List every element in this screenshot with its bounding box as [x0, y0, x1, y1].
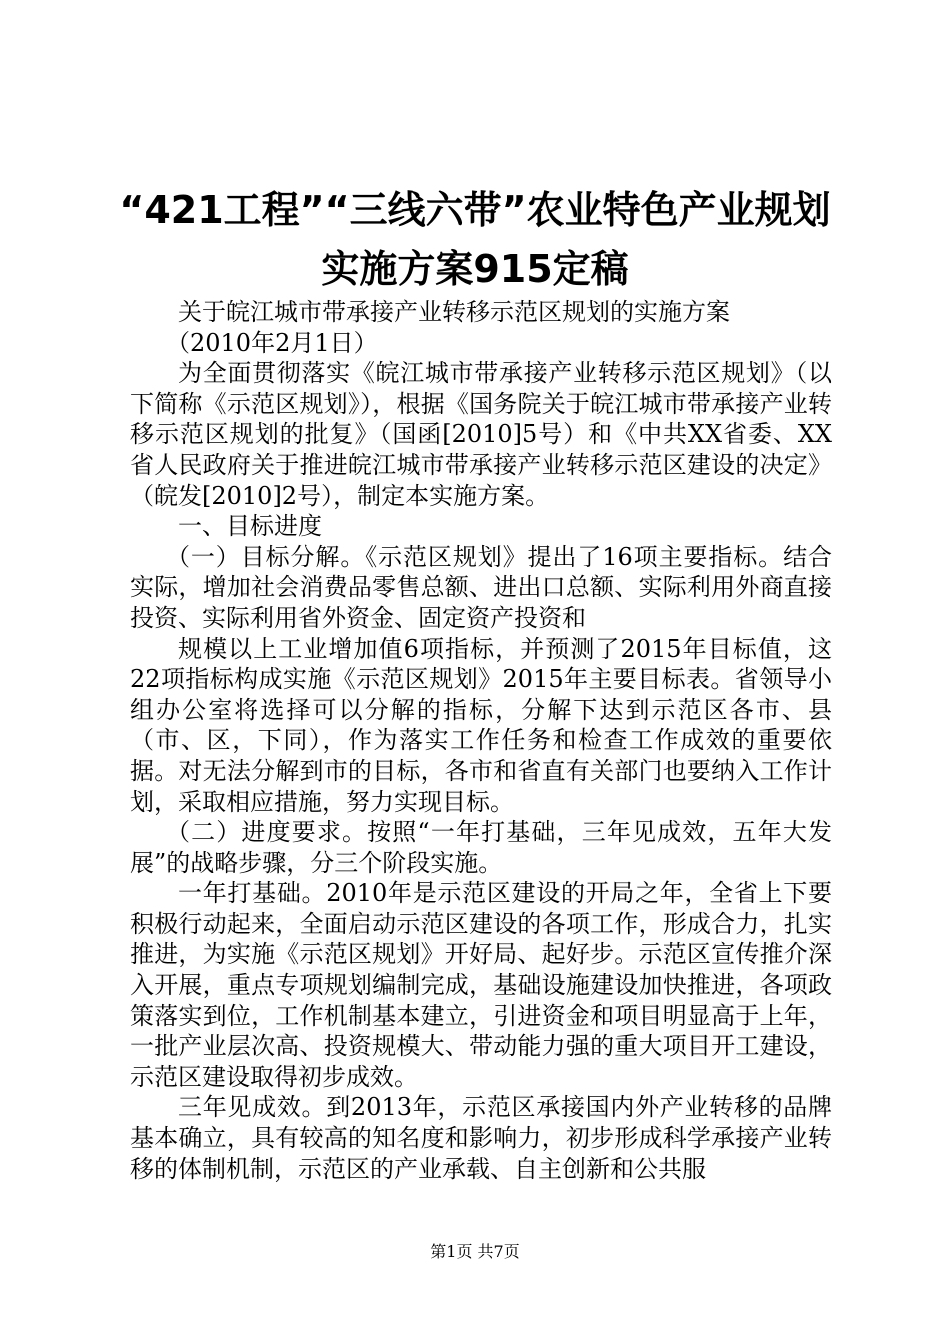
subtitle-paragraph: 关于皖江城市带承接产业转移示范区规划的实施方案	[178, 298, 730, 326]
body-paragraph: 一年打基础。2010年是示范区建设的开局之年，全省上下要积极行动起来，全面启动示范区建设的各项工作，形成合力，扎实推进，为实施《示范区规划》开好局、起好步。示范区宣传推介深入开展，重点专项规划编制完成，基础设施建设加快推进，各项政策落实到位，工作机制基本建立，引进资金和项目明显高于上年，一批产业层次高、投资规模大、带动能力强的重大项目开工建设，示范区建设取得初步成效。	[130, 879, 832, 1091]
body-paragraph: 规模以上工业增加值6项指标，并预测了2015年目标值，这22项指标构成实施《示范区规划》2015年主要目标表。省领导小组办公室将选择可以分解的指标，分解下达到示范区各市、县（市、区，下同），作为落实工作任务和检查工作成效的重要依据。对无法分解到市的目标，各市和省直有关部门也要纳入工作计划，采取相应措施，努力实现目标。	[130, 634, 832, 816]
document-body	[130, 297, 832, 1184]
date-paragraph: （2010年2月1日）	[166, 328, 378, 357]
section-heading: 一、目标进度	[178, 512, 322, 541]
page-number-footer: 第1页 共7页	[430, 1242, 520, 1261]
body-paragraph: （二）进度要求。按照“一年打基础，三年见成效，五年大发展”的战略步骤，分三个阶段实施。	[130, 818, 832, 877]
body-paragraph: 为全面贯彻落实《皖江城市带承接产业转移示范区规划》（以下简称《示范区规划》），根据《国务院关于皖江城市带承接产业转移示范区规划的批复》（国函[2010]5号）和《中共XX省委、XX省人民政府关于推进皖江城市带承接产业转移示范区建设的决定》（皖发[2010]2号），制定本实施方案。	[130, 359, 832, 510]
document-title-line-1: “421工程”“三线六带”农业特色产业规划	[119, 188, 831, 232]
document-title-line-2: 实施方案915定稿	[321, 247, 629, 291]
body-paragraph: （一）目标分解。《示范区规划》提出了16项主要指标。结合实际，增加社会消费品零售总额、进出口总额、实际利用外商直接投资、实际利用省外资金、固定资产投资和	[130, 542, 832, 632]
body-paragraph: 三年见成效。到2013年，示范区承接国内外产业转移的品牌基本确立，具有较高的知名度和影响力，初步形成科学承接产业转移的体制机制，示范区的产业承载、自主创新和公共服	[130, 1093, 832, 1183]
